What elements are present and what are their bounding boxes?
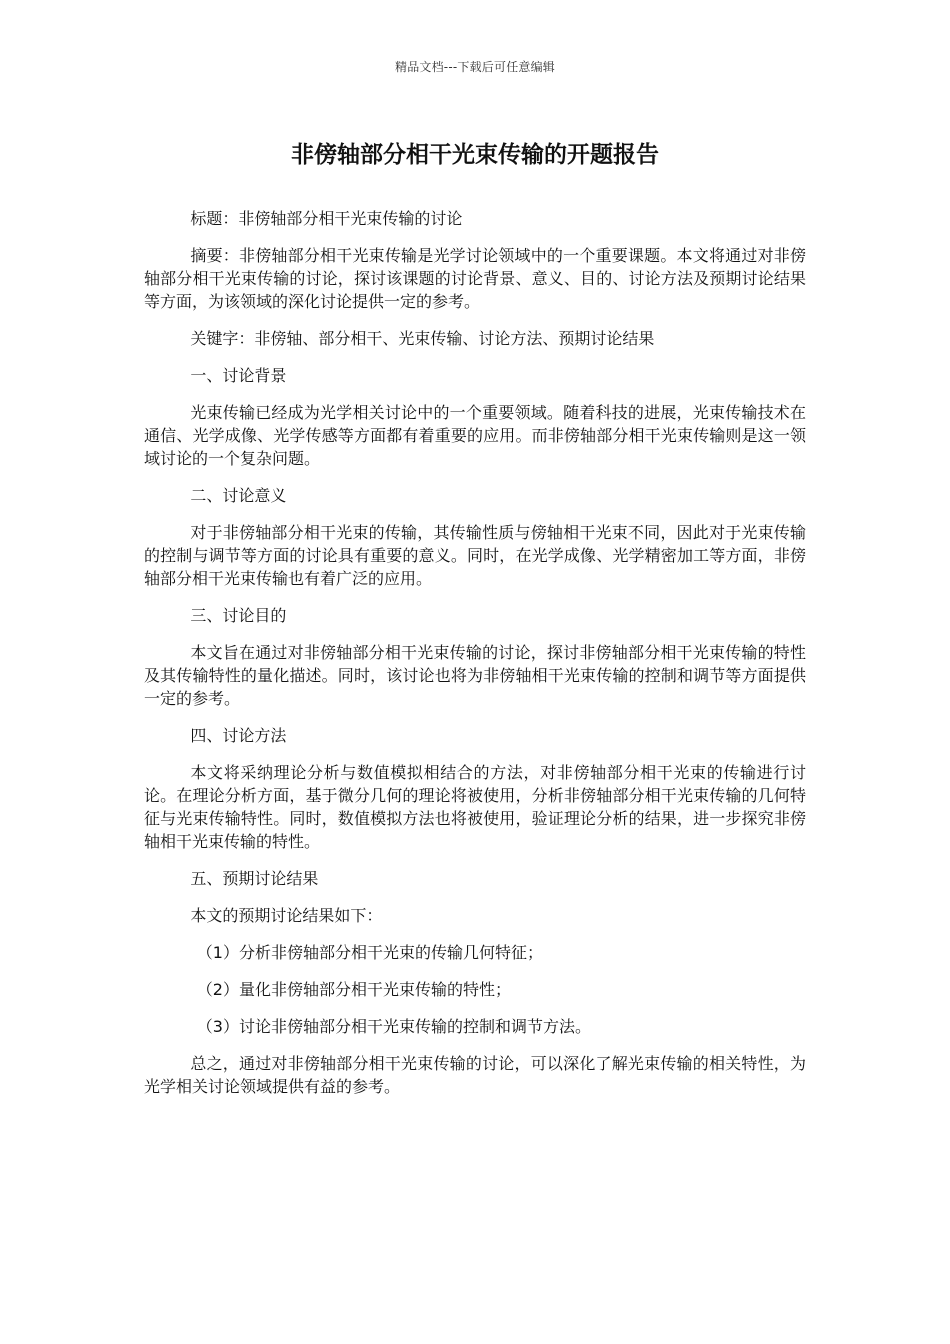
section-heading-significance: 二、讨论意义 <box>190 486 287 505</box>
section-body-purpose: 本文旨在通过对非傍轴部分相干光束传输的讨论，探讨非傍轴部分相干光束传输的特性及其传输特性的量化描述。同时，该讨论也将为非傍轴相干光束传输的控制和调节等方面提供一定的参考。 <box>144 643 806 708</box>
section-heading-results: 五、预期讨论结果 <box>190 869 319 888</box>
conclusion-paragraph: 总之，通过对非傍轴部分相干光束传输的讨论，可以深化了解光束传输的相关特性，为光学相关讨论领域提供有益的参考。 <box>144 1054 806 1096</box>
page-header-note: 精品文档---下载后可任意编辑 <box>395 60 555 74</box>
results-list-item: （2）量化非傍轴部分相干光束传输的特性； <box>196 980 511 999</box>
section-heading-method: 四、讨论方法 <box>190 726 287 745</box>
document-title: 非傍轴部分相干光束传输的开题报告 <box>291 142 659 168</box>
section-body-significance: 对于非傍轴部分相干光束的传输，其传输性质与傍轴相干光束不同，因此对于光束传输的控制与调节等方面的讨论具有重要的意义。同时，在光学成像、光学精密加工等方面，非傍轴部分相干光束传输也有着广泛的应用。 <box>144 523 806 588</box>
keywords-line: 关键字：非傍轴、部分相干、光束传输、讨论方法、预期讨论结果 <box>190 329 655 348</box>
results-intro: 本文的预期讨论结果如下： <box>190 906 383 925</box>
section-heading-purpose: 三、讨论目的 <box>190 606 287 625</box>
subject-line: 标题：非傍轴部分相干光束传输的讨论 <box>190 209 463 228</box>
document-body <box>144 207 806 1112</box>
section-body-background: 光束传输已经成为光学相关讨论中的一个重要领域。随着科技的进展，光束传输技术在通信、光学成像、光学传感等方面都有着重要的应用。而非傍轴部分相干光束传输则是这一领域讨论的一个复杂问题。 <box>144 403 806 468</box>
abstract-paragraph: 摘要：非傍轴部分相干光束传输是光学讨论领域中的一个重要课题。本文将通过对非傍轴部分相干光束传输的讨论，探讨该课题的讨论背景、意义、目的、讨论方法及预期讨论结果等方面，为该领域的深化讨论提供一定的参考。 <box>144 246 806 311</box>
section-body-method: 本文将采纳理论分析与数值模拟相结合的方法，对非傍轴部分相干光束的传输进行讨论。在理论分析方面，基于微分几何的理论将被使用，分析非傍轴部分相干光束传输的几何特征与光束传输特性。同时，数值模拟方法也将被使用，验证理论分析的结果，进一步探究非傍轴相干光束传输的特性。 <box>144 763 806 851</box>
results-list-item: （3）讨论非傍轴部分相干光束传输的控制和调节方法。 <box>196 1017 591 1036</box>
results-list-item: （1）分析非傍轴部分相干光束的传输几何特征； <box>196 943 543 962</box>
section-heading-background: 一、讨论背景 <box>190 366 287 385</box>
